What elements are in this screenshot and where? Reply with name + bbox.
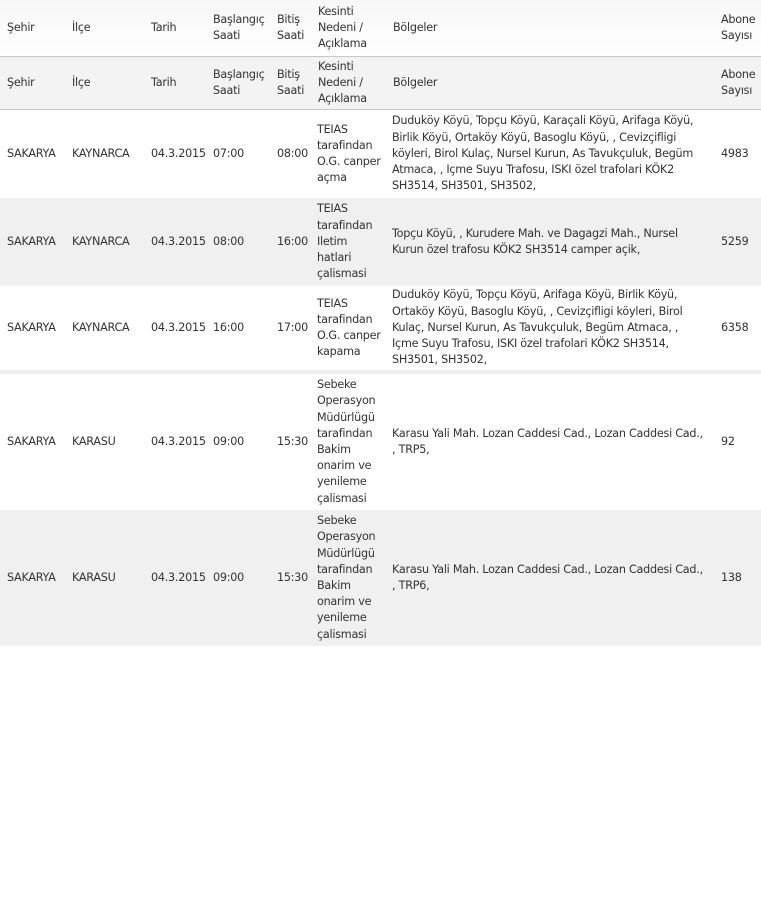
table-row: [0, 510, 761, 646]
table-header-row-repeat: [0, 57, 761, 110]
cell-neden: TEIAS tarafindan Iletim hatlari çalismasi: [311, 198, 386, 286]
header-bitis[interactable]: Bitiş Saati: [270, 0, 311, 57]
cell-sehir: SAKARYA: [0, 372, 65, 510]
table-header-row: [0, 0, 761, 57]
cell-abone: 138: [714, 510, 761, 646]
table-row: [0, 286, 761, 372]
header-ilce[interactable]: İlçe: [65, 57, 144, 110]
cell-bolgeler: Duduköy Köyü, Topçu Köyü, Arifaga Köyü, Birlik Köyü, Ortaköy Köyü, Basoglu Köyü, , Cevizçifligi köyleri, Birol Kulaç, Nursel Kurun, As Tavukçuluk, Begüm Atmaca, , Içme Suyu Trafosu, ISKI özel trafolari KÖK2 SH3514, SH3501, SH3502,: [386, 286, 714, 372]
header-bolgeler[interactable]: Bölgeler: [386, 0, 714, 57]
cell-bolgeler: Topçu Köyü, , Kurudere Mah. ve Dagagzi Mah., Nursel Kurun özel trafosu KÖK2 SH3514 camper açik,: [386, 198, 714, 286]
cell-ilce: KAYNARCA: [65, 110, 144, 199]
cell-ilce: KARASU: [65, 510, 144, 646]
table-row: [0, 110, 761, 199]
cell-neden: TEIAS tarafindan O.G. canper açma: [311, 110, 386, 199]
cell-bolgeler: Karasu Yali Mah. Lozan Caddesi Cad., Lozan Caddesi Cad., , TRP6,: [386, 510, 714, 646]
header-bitis[interactable]: Bitiş Saati: [270, 57, 311, 110]
header-abone[interactable]: Abone Sayısı: [714, 0, 761, 57]
header-ilce[interactable]: İlçe: [65, 0, 144, 57]
cell-neden: Sebeke Operasyon Müdürlügü tarafindan Bakim onarim ve yenileme çalismasi: [311, 372, 386, 510]
header-baslangic[interactable]: Başlangıç Saati: [206, 57, 270, 110]
cell-bitis: 17:00: [270, 286, 311, 372]
cell-sehir: SAKARYA: [0, 110, 65, 199]
header-bolgeler[interactable]: Bölgeler: [386, 57, 714, 110]
cell-abone: 5259: [714, 198, 761, 286]
cell-sehir: SAKARYA: [0, 286, 65, 372]
cell-tarih: 04.3.2015: [144, 372, 206, 510]
header-neden[interactable]: Kesinti Nedeni / Açıklama: [311, 0, 386, 57]
header-neden[interactable]: Kesinti Nedeni / Açıklama: [311, 57, 386, 110]
header-tarih[interactable]: Tarih: [144, 57, 206, 110]
table-row: [0, 198, 761, 286]
cell-abone: 6358: [714, 286, 761, 372]
cell-tarih: 04.3.2015: [144, 510, 206, 646]
cell-sehir: SAKARYA: [0, 510, 65, 646]
cell-sehir: SAKARYA: [0, 198, 65, 286]
cell-ilce: KAYNARCA: [65, 198, 144, 286]
header-sehir[interactable]: Şehir: [0, 57, 65, 110]
cell-baslangic: 07:00: [206, 110, 270, 199]
cell-bitis: 15:30: [270, 510, 311, 646]
cell-neden: TEIAS tarafindan O.G. canper kapama: [311, 286, 386, 372]
cell-baslangic: 09:00: [206, 510, 270, 646]
cell-bitis: 15:30: [270, 372, 311, 510]
cell-abone: 92: [714, 372, 761, 510]
header-abone[interactable]: Abone Sayısı: [714, 57, 761, 110]
cell-tarih: 04.3.2015: [144, 286, 206, 372]
cell-baslangic: 16:00: [206, 286, 270, 372]
header-sehir[interactable]: Şehir: [0, 0, 65, 57]
table-row: [0, 372, 761, 510]
cell-bolgeler: Duduköy Köyü, Topçu Köyü, Karaçali Köyü, Arifaga Köyü, Birlik Köyü, Ortaköy Köyü, Basoglu Köyü, , Cevizçifligi köyleri, Birol Kulaç, Nursel Kurun, As Tavukçuluk, Begüm Atmaca, , Içme Suyu Trafosu, ISKI özel trafolari KÖK2 SH3514, SH3501, SH3502,: [386, 110, 714, 199]
cell-neden: Sebeke Operasyon Müdürlügü tarafindan Bakim onarim ve yenileme çalismasi: [311, 510, 386, 646]
cell-ilce: KAYNARCA: [65, 286, 144, 372]
cell-baslangic: 09:00: [206, 372, 270, 510]
header-baslangic[interactable]: Başlangıç Saati: [206, 0, 270, 57]
cell-abone: 4983: [714, 110, 761, 199]
header-tarih[interactable]: Tarih: [144, 0, 206, 57]
cell-tarih: 04.3.2015: [144, 198, 206, 286]
cell-bitis: 16:00: [270, 198, 311, 286]
cell-bolgeler: Karasu Yali Mah. Lozan Caddesi Cad., Lozan Caddesi Cad., , TRP5,: [386, 372, 714, 510]
cell-tarih: 04.3.2015: [144, 110, 206, 199]
cell-baslangic: 08:00: [206, 198, 270, 286]
cell-ilce: KARASU: [65, 372, 144, 510]
cell-bitis: 08:00: [270, 110, 311, 199]
